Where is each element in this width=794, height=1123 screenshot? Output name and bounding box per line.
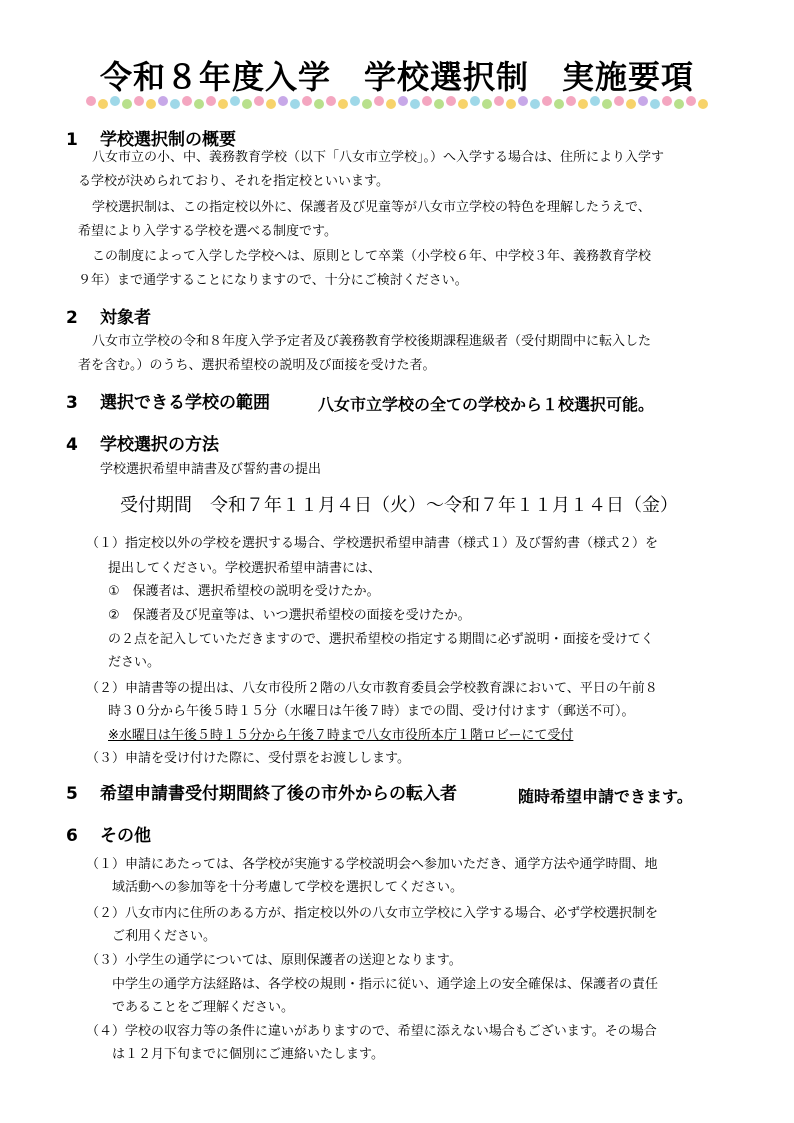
- s6-line-5: （３）小学生の通学については、原則保護者の送迎となります。: [86, 953, 462, 968]
- s6-line-3: （２）八女市内に住所のある方が、指定校以外の八女市立学校に入学する場合、必ず学校選択制を: [86, 906, 659, 921]
- decorative-dot: [374, 96, 384, 106]
- section-1-number: 1: [66, 130, 78, 150]
- decorative-dot: [566, 96, 576, 106]
- s1-line-4: 希望により入学する学校を選べる制度です。: [78, 224, 337, 239]
- s6-line-9: は１２月下旬までに個別にご連絡いたします。: [112, 1047, 384, 1062]
- s4-line-10: （３）申請を受け付けた際に、受付票をお渡しします。: [86, 751, 410, 766]
- decorative-dot: [470, 96, 480, 106]
- section-5-value: 随時希望申請できます。: [518, 787, 693, 806]
- s2-line-1: 八女市立学校の令和８年度入学予定者及び義務教育学校後期課程進級者（受付期間中に転入した: [92, 334, 652, 349]
- s6-line-6: 中学生の通学方法経路は、各学校の規則・指示に従い、通学途上の安全確保は、保護者の責任: [112, 977, 659, 992]
- decorative-dot: [494, 96, 504, 106]
- decorative-dot: [410, 99, 420, 109]
- decorative-dot: [650, 99, 660, 109]
- section-4-title: 学校選択の方法: [100, 435, 219, 455]
- decorative-dot: [362, 99, 372, 109]
- decorative-dot: [530, 99, 540, 109]
- s1-line-3: 学校選択制は、この指定校以外に、保護者及び児童等が八女市立学校の特色を理解したうえで、: [92, 200, 651, 215]
- s4-line-5: の２点を記入していただきますので、選択希望校の指定する期間に必ず説明・面接を受けてく: [108, 632, 654, 647]
- s6-line-8: （４）学校の収容力等の条件に違いがありますので、希望に添えない場合もございます。その場合: [86, 1024, 657, 1039]
- section-3-title: 選択できる学校の範囲: [100, 393, 270, 413]
- decorative-dot: [554, 99, 564, 109]
- decorative-dot: [518, 96, 528, 106]
- decorative-dot: [398, 96, 408, 106]
- decorative-dot: [86, 96, 96, 106]
- decorative-dot: [290, 99, 300, 109]
- s6-line-1: （１）申請にあたっては、各学校が実施する学校説明会へ参加いただき、通学方法や通学時間、地: [86, 857, 658, 872]
- decorative-dot: [602, 99, 612, 109]
- decorative-dot: [638, 96, 648, 106]
- section-1-title: 学校選択制の概要: [100, 130, 236, 150]
- decorative-dot: [434, 99, 444, 109]
- s4-line-2: 提出してください。学校選択希望申請書には、: [108, 561, 382, 576]
- decorative-dot: [242, 99, 252, 109]
- decorative-dot: [134, 96, 144, 106]
- decorative-dot: [110, 96, 120, 106]
- decorative-dot: [338, 99, 348, 109]
- decorative-dot: [314, 99, 324, 109]
- section-5-title: 希望申請書受付期間終了後の市外からの転入者: [100, 784, 457, 804]
- section-6-title: その他: [100, 826, 151, 846]
- section-2-number: 2: [66, 308, 78, 328]
- decorative-dot: [146, 99, 156, 109]
- decorative-dot: [626, 99, 636, 109]
- decorative-dot: [698, 99, 708, 109]
- decorative-dot: [122, 99, 132, 109]
- s4-line-4: ② 保護者及び児童等は、いつ選択希望校の面接を受けたか。: [108, 608, 471, 623]
- reception-period: 受付期間 令和７年１１月４日（火）～令和７年１１月１４日（金）: [120, 495, 678, 516]
- decorative-dot: [674, 99, 684, 109]
- s2-line-2: 者を含む。）のうち、選択希望校の説明及び面接を受けた者。: [78, 358, 436, 373]
- decorative-dot: [350, 96, 360, 106]
- decorative-dot: [254, 96, 264, 106]
- decorative-dot: [194, 99, 204, 109]
- decorative-dot: [218, 99, 228, 109]
- s1-line-5: この制度によって入学した学校へは、原則として卒業（小学校６年、中学校３年、義務教育学校: [92, 249, 652, 264]
- section-5-heading: [66, 779, 457, 804]
- decorative-dot: [98, 99, 108, 109]
- section-4-heading: [66, 430, 219, 455]
- decorative-dot: [182, 96, 192, 106]
- section-3-heading: [66, 388, 270, 413]
- decorative-dot: [506, 99, 516, 109]
- decorative-dot: [170, 99, 180, 109]
- section-6-heading: [66, 821, 151, 846]
- decorative-dot: [458, 99, 468, 109]
- section-2-title: 対象者: [100, 308, 151, 328]
- s4-line-1: （１）指定校以外の学校を選択する場合、学校選択希望申請書（様式１）及び誓約書（様式２）を: [86, 536, 659, 551]
- section-3-number: 3: [66, 393, 78, 413]
- s4-line-3: ① 保護者は、選択希望校の説明を受けたか。: [108, 584, 380, 599]
- decorative-dot: [614, 96, 624, 106]
- decorative-dot: [446, 96, 456, 106]
- s4-line-8: 時３０分から午後５時１５分（水曜日は午後７時）までの間、受け付けます（郵送不可）。: [108, 704, 635, 719]
- decorative-dot: [266, 99, 276, 109]
- page-title: 令和８年度入学 学校選択制 実施要項: [99, 58, 694, 96]
- s4-intro: 学校選択希望申請書及び誓約書の提出: [100, 462, 322, 477]
- decorative-dot: [482, 99, 492, 109]
- decorative-dot: [302, 96, 312, 106]
- decorative-dot: [590, 96, 600, 106]
- section-2-heading: [66, 303, 151, 328]
- section-5-number: 5: [66, 784, 78, 804]
- decorative-dot: [578, 99, 588, 109]
- s4-line-7: （２）申請書等の提出は、八女市役所２階の八女市教育委員会学校教育課において、平日の午前８: [86, 681, 658, 696]
- s6-line-2: 域活動への参加等を十分考慮して学校を選択してください。: [112, 880, 464, 895]
- decorative-dot: [686, 96, 696, 106]
- decorative-dot: [158, 96, 168, 106]
- section-4-number: 4: [66, 435, 78, 455]
- decorative-dot: [542, 96, 552, 106]
- s4-line-6: ださい。: [108, 655, 161, 670]
- s4-line-9-wednesday-note: ※水曜日は午後５時１５分から午後７時まで八女市役所本庁１階ロビーにて受付: [108, 728, 574, 743]
- s6-line-4: ご利用ください。: [112, 929, 217, 944]
- decorative-dot: [230, 96, 240, 106]
- s1-line-6: ９年）まで通学することになりますので、十分にご検討ください。: [78, 273, 468, 288]
- s6-line-7: であることをご理解ください。: [112, 1000, 295, 1015]
- s1-line-2: る学校が決められており、それを指定校といいます。: [78, 174, 389, 189]
- section-6-number: 6: [66, 826, 78, 846]
- s1-line-1: 八女市立の小、中、義務教育学校（以下「八女市立学校」。）へ入学する場合は、住所により入学す: [92, 150, 665, 165]
- decorative-dot: [422, 96, 432, 106]
- decorative-dot: [662, 96, 672, 106]
- decorative-dot: [386, 99, 396, 109]
- section-3-value: 八女市立学校の全ての学校から１校選択可能。: [318, 395, 655, 414]
- decorative-dot: [278, 96, 288, 106]
- decorative-dot: [206, 96, 216, 106]
- decorative-dot-border: [86, 96, 708, 110]
- decorative-dot: [326, 96, 336, 106]
